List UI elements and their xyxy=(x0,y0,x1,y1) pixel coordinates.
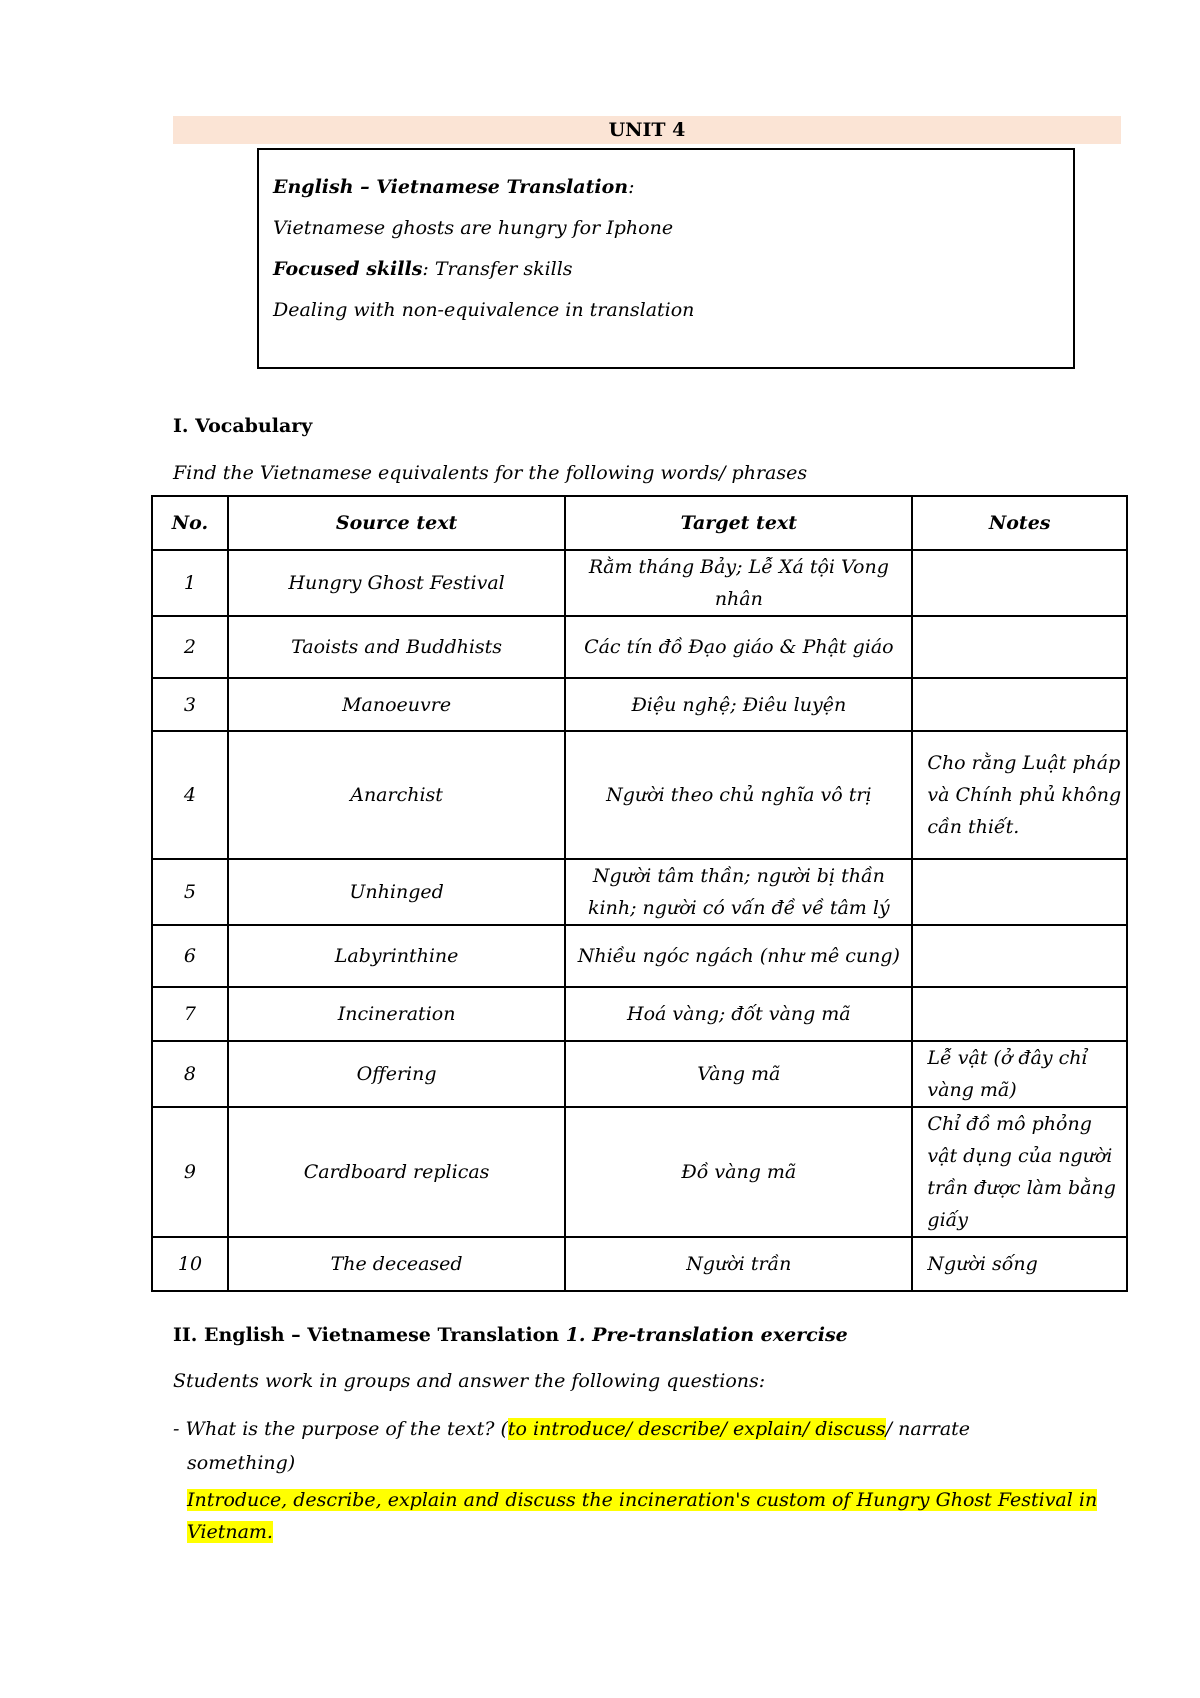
table-row xyxy=(152,1107,1127,1237)
answer-highlight: Introduce, describe, explain and discuss the incineration's custom of Hungry Ghost Festival in Vietnam. xyxy=(187,1489,1098,1543)
cell-notes: Cho rằng Luật pháp và Chính phủ không cần thiết. xyxy=(912,731,1127,859)
table-row xyxy=(152,616,1127,678)
cell-target: Vàng mã xyxy=(565,1041,912,1107)
cell-no: 10 xyxy=(152,1237,228,1291)
cell-no: 2 xyxy=(152,616,228,678)
cell-notes: Chỉ đồ mô phỏng vật dụng của người trần được làm bằng giấy xyxy=(912,1107,1127,1237)
question-prefix: - What is the purpose of the text? ( xyxy=(173,1418,508,1440)
question-end: something) xyxy=(187,1452,296,1474)
cell-source: Cardboard replicas xyxy=(228,1107,565,1237)
cell-no: 5 xyxy=(152,859,228,925)
cell-notes xyxy=(912,925,1127,987)
cell-source: Offering xyxy=(228,1041,565,1107)
column-header-no: No. xyxy=(152,496,228,550)
cell-target: Rằm tháng Bảy; Lễ Xá tội Vong nhân xyxy=(565,550,912,616)
cell-no: 7 xyxy=(152,987,228,1041)
question-line xyxy=(173,1412,1073,1446)
cell-target: Người trần xyxy=(565,1237,912,1291)
cell-no: 6 xyxy=(152,925,228,987)
column-header-source: Source text xyxy=(228,496,565,550)
skills-value: : Transfer skills xyxy=(422,258,573,280)
translation-heading-line xyxy=(173,1324,848,1346)
translation-subheading: 1. Pre-translation exercise xyxy=(565,1324,848,1346)
column-header-target: Target text xyxy=(565,496,912,550)
cell-notes: Người sống xyxy=(912,1237,1127,1291)
column-header-notes: Notes xyxy=(912,496,1127,550)
table-row xyxy=(152,678,1127,731)
cell-no: 1 xyxy=(152,550,228,616)
cell-notes xyxy=(912,987,1127,1041)
cell-no: 8 xyxy=(152,1041,228,1107)
info-title: English – Vietnamese Translation xyxy=(273,176,629,198)
cell-notes xyxy=(912,859,1127,925)
info-title-line xyxy=(273,174,1073,201)
cell-notes: Lễ vật (ở đây chỉ vàng mã) xyxy=(912,1041,1127,1107)
cell-notes xyxy=(912,616,1127,678)
table-row xyxy=(152,925,1127,987)
cell-target: Điệu nghệ; Điêu luyện xyxy=(565,678,912,731)
question-purpose xyxy=(173,1412,1073,1480)
cell-notes xyxy=(912,550,1127,616)
vocabulary-heading: I. Vocabulary xyxy=(173,415,313,437)
question-options-highlight: to introduce/ describe/ explain/ discuss xyxy=(507,1418,886,1440)
cell-source: Incineration xyxy=(228,987,565,1041)
cell-no: 9 xyxy=(152,1107,228,1237)
info-skills-line xyxy=(273,256,1073,283)
info-title-suffix: : xyxy=(628,176,635,198)
cell-source: The deceased xyxy=(228,1237,565,1291)
unit-title: UNIT 4 xyxy=(173,116,1121,144)
vocabulary-table xyxy=(151,495,1128,1292)
cell-target: Người theo chủ nghĩa vô trị xyxy=(565,731,912,859)
cell-source: Unhinged xyxy=(228,859,565,925)
cell-target: Hoá vàng; đốt vàng mã xyxy=(565,987,912,1041)
table-row xyxy=(152,987,1127,1041)
cell-notes xyxy=(912,678,1127,731)
table-row xyxy=(152,1041,1127,1107)
info-subtitle: Vietnamese ghosts are hungry for Iphone xyxy=(273,217,674,239)
cell-target: Đồ vàng mã xyxy=(565,1107,912,1237)
table-row xyxy=(152,1237,1127,1291)
answer-block xyxy=(187,1484,1107,1548)
cell-target: Các tín đồ Đạo giáo & Phật giáo xyxy=(565,616,912,678)
vocabulary-instruction: Find the Vietnamese equivalents for the following words/ phrases xyxy=(173,462,808,484)
students-instruction: Students work in groups and answer the following questions: xyxy=(173,1370,766,1392)
cell-target: Người tâm thần; người bị thần kinh; người có vấn đề về tâm lý xyxy=(565,859,912,925)
info-skills-line2: Dealing with non-equivalence in translation xyxy=(273,299,695,321)
translation-heading: II. English – Vietnamese Translation xyxy=(173,1324,560,1346)
question-suffix: / narrate xyxy=(885,1418,971,1440)
table-row xyxy=(152,859,1127,925)
cell-source: Anarchist xyxy=(228,731,565,859)
cell-source: Manoeuvre xyxy=(228,678,565,731)
info-box xyxy=(257,148,1075,369)
cell-source: Labyrinthine xyxy=(228,925,565,987)
table-row xyxy=(152,731,1127,859)
cell-no: 3 xyxy=(152,678,228,731)
table-header-row xyxy=(152,496,1127,550)
skills-label: Focused skills xyxy=(273,258,423,280)
cell-source: Hungry Ghost Festival xyxy=(228,550,565,616)
cell-no: 4 xyxy=(152,731,228,859)
cell-source: Taoists and Buddhists xyxy=(228,616,565,678)
cell-target: Nhiều ngóc ngách (như mê cung) xyxy=(565,925,912,987)
table-row xyxy=(152,550,1127,616)
